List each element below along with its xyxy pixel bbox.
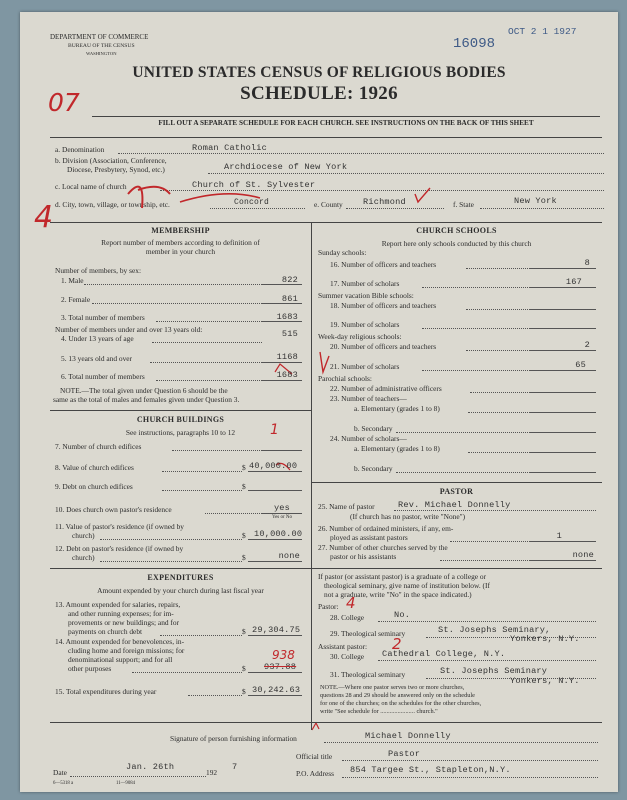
membership-heading: MEMBERSHIP [151,226,210,235]
q6-label: 6. Total number of members [61,372,145,381]
q14-dollar: $ [242,664,246,673]
schedule-title: SCHEDULE: 1926 [240,83,398,104]
q23-label: 23. Number of teachers— [330,394,407,403]
assistant-subheading: Assistant pastor: [318,642,368,651]
q24-label: 24. Number of scholars— [330,434,407,443]
form-number-2: 11—9084 [116,781,136,786]
schools-heading: CHURCH SCHOOLS [416,226,497,235]
denomination-value: Roman Catholic [192,143,267,153]
assistant-hand-number: 2 [392,635,402,653]
q29-label: 29. Theological seminary [330,629,406,638]
local-name-value: Church of St. Sylvester [192,180,316,190]
state-label: f. State [453,200,474,209]
q13-dollar: $ [242,627,246,636]
handwritten-code: 4 [34,200,54,235]
q7-label: 7. Number of church edifices [55,442,142,451]
q27-line-2: pastor or his assistants [330,552,397,561]
by-age-label: Number of members under and over 13 years old: [55,325,203,334]
q16-value: 8 [584,258,590,268]
sunday-label: Sunday schools: [318,248,367,257]
pastor-note-4: write "See schedule for ...................... church." [320,708,438,715]
q20-label: 20. Number of officers and teachers [330,342,437,351]
q6-value: 1683 [276,370,298,380]
q26-line-2: ployed as assistant pastors [330,533,408,542]
q10-value: yes [273,503,291,513]
q11-dollar: $ [242,531,246,540]
division-value: Archdiocese of New York [224,162,348,172]
pastor-note-2: questions 28 and 29 should be answered only on the schedule [320,692,475,699]
signature-label: Signature of person furnishing information [170,734,297,743]
q21-label: 21. Number of scholars [330,362,400,371]
q30-value: Cathedral College, N.Y. [382,649,506,659]
received-date-stamp: OCT 2 1 1927 [508,26,577,37]
department-label: DEPARTMENT OF COMMERCE [50,33,149,41]
state-value: New York [514,196,557,206]
q12-value: none [278,551,300,561]
pastor-hand-number: 4 [346,594,356,612]
q12-dollar: $ [242,553,246,562]
q14-line-1: 14. Amount expended for benevolences, in- [55,637,185,646]
q25-hint: (If church has no pastor, write "None") [350,512,466,521]
city-label: d. City, town, village, or township, etc. [55,200,170,209]
membership-note-2: same as the total of males and females given under Question 3. [53,395,240,404]
check-mark-total [320,352,329,372]
q11-value: 10,000.00 [254,529,303,539]
q14-value: 937.88 [264,662,297,672]
q9-label: 9. Debt on church edifices [55,482,133,491]
expenditures-heading: EXPENDITURES [147,573,214,582]
q10-label: 10. Does church own pastor's residence [55,505,172,514]
graduate-instruction-2: theological seminary, give name of institution below. (If [324,581,490,590]
membership-intro-2: member in your church [145,247,216,256]
q13-value: 29,304.75 [252,625,301,635]
q14-line-2: cluding home and foreign missions; for [68,646,185,655]
q2-label: 2. Female [61,295,91,304]
division-label: b. Division (Association, Conference, [55,156,167,165]
q27-line-1: 27. Number of other churches served by the [318,543,448,552]
q15-dollar: $ [242,687,246,696]
q13-line-4: payments on church debt [68,627,143,636]
q13-line-3: provements or new buildings; and for [68,618,180,627]
q17-value: 167 [565,277,582,287]
q14-line-3: denominational support; and for all [68,655,173,664]
q3-label: 3. Total number of members [61,313,145,322]
q28-value: No. [394,610,411,620]
q30-label: 30. College [330,652,365,661]
official-title-value: Pastor [388,749,421,759]
q27-value: none [572,550,594,560]
q15-label: 15. Total expenditures during year [55,687,157,696]
q11-label: 11. Value of pastor's residence (if owned by [55,522,184,531]
separate-schedule-instruction: FILL OUT A SEPARATE SCHEDULE FOR EACH CHURCH. SEE INSTRUCTIONS ON THE BACK OF THIS SHEET [158,119,534,127]
q22-label: 22. Number of administrative officers [330,384,442,393]
q24a-label: a. Elementary (grades 1 to 8) [354,444,440,453]
buildings-heading: CHURCH BUILDINGS [136,415,225,424]
q13-line-2: and other running expenses; for im- [68,609,174,618]
pastor-subheading: Pastor: [318,602,339,611]
county-value: Richmond [363,197,406,207]
pastor-heading: PASTOR [439,487,474,496]
q29-value: St. Josephs Seminary, [438,625,551,635]
date-label: Date [53,768,67,777]
q15-value: 30,242.63 [252,685,301,695]
check-mark-expenditure [312,723,319,730]
check-mark-county [415,188,430,202]
q31-value-2: Yonkers, N.Y. [510,676,580,686]
date-value: Jan. 26th [126,762,175,772]
received-number-stamp: 16098 [453,36,496,52]
handwritten-scribble-2 [180,194,260,202]
official-title-label: Official title [296,752,333,761]
q1-value: 822 [281,275,298,285]
q12-label: 12. Debt on pastor's residence (if owned by [55,544,184,553]
q14-line-4: other purposes [68,664,112,673]
division-label-2: Diocese, Presbytery, Synod, etc.) [67,165,165,174]
q29-value-2: Yonkers, N.Y. [510,634,580,644]
q19-label: 19. Number of scholars [330,320,400,329]
q21-value: 65 [575,360,586,370]
membership-intro-1: Report number of members according to definition of [101,238,260,247]
edifices-handwritten: 1 [270,422,279,438]
graduate-instruction-1: If pastor (or assistant pastor) is a graduate of a college or [318,572,487,581]
census-schedule-page [20,12,618,792]
summer-label: Summer vacation Bible schools: [318,291,414,300]
q25-label: 25. Name of pastor [318,502,375,511]
q4-value: 515 [281,329,298,339]
signature-value: Michael Donnelly [365,731,451,741]
q25-value: Rev. Michael Donnelly [398,500,511,510]
form-number: 6—5318 a [53,781,74,786]
q1-label: 1. Male [61,276,84,285]
q10-hint: Yes or No [271,515,293,520]
city-value: Concord [234,198,270,207]
buildings-intro: See instructions, paragraphs 10 to 12 [125,428,236,437]
q17-label: 17. Number of scholars [330,279,400,288]
q14-correction: 938 [272,648,295,662]
q9-dollar: $ [242,482,246,491]
handwritten-number: 07 [48,88,80,117]
q26-value: 1 [556,531,562,541]
year-digit: 7 [232,762,238,772]
q11-label-2: church) [72,531,95,540]
local-name-label: c. Local name of church [55,182,127,191]
expenditures-intro: Amount expended by your church during last fiscal year [97,586,264,595]
q24b-label: b. Secondary [354,464,393,473]
bureau-label: BUREAU OF THE CENSUS [68,43,135,49]
q18-label: 18. Number of officers and teachers [330,301,437,310]
handwritten-scribble-1 [128,187,170,208]
membership-note-1: NOTE.—The total given under Question 6 should be the [60,386,228,395]
schools-intro: Report here only schools conducted by this church [381,239,532,248]
q8-label: 8. Value of church edifices [55,463,134,472]
form-title: UNITED STATES CENSUS OF RELIGIOUS BODIES [132,64,506,81]
q26-line-1: 26. Number of ordained ministers, if any, em- [318,524,454,533]
by-sex-label: Number of members, by sex: [55,266,141,275]
denomination-label: a. Denomination [55,145,105,154]
q16-label: 16. Number of officers and teachers [330,260,437,269]
city-label: WASHINGTON [86,51,117,56]
address-value: 854 Targee St., Stapleton,N.Y. [350,765,511,775]
q20-value: 2 [584,340,590,350]
q5-label: 5. 13 years old and over [61,354,133,363]
q13-line-1: 13. Amount expended for salaries, repairs, [55,600,181,609]
q8-value: 40,000.00 [249,461,298,471]
county-label: e. County [314,200,343,209]
address-label: P.O. Address [296,769,334,778]
pastor-note-1: NOTE.—Where one pastor serves two or more churches, [320,684,465,691]
q3-value: 1683 [276,312,298,322]
year-prefix: 192 [206,768,218,777]
parochial-label: Parochial schools: [318,374,372,383]
q4-label: 4. Under 13 years of age [61,334,134,343]
q5-value: 1168 [276,352,298,362]
pastor-note-3: for one of the churches; on the schedules for the other churches, [320,700,482,707]
q2-value: 861 [281,294,298,304]
q12-label-2: church) [72,553,95,562]
q31-value: St. Josephs Seminary [440,666,548,676]
q31-label: 31. Theological seminary [330,670,406,679]
weekday-label: Week-day religious schools: [318,332,402,341]
q28-label: 28. College [330,613,365,622]
graduate-instruction-3: not a graduate, write "No" in the space indicated.) [324,590,472,599]
q8-dollar: $ [242,463,246,472]
q23a-label: a. Elementary (grades 1 to 8) [354,404,440,413]
q23b-label: b. Secondary [354,424,393,433]
